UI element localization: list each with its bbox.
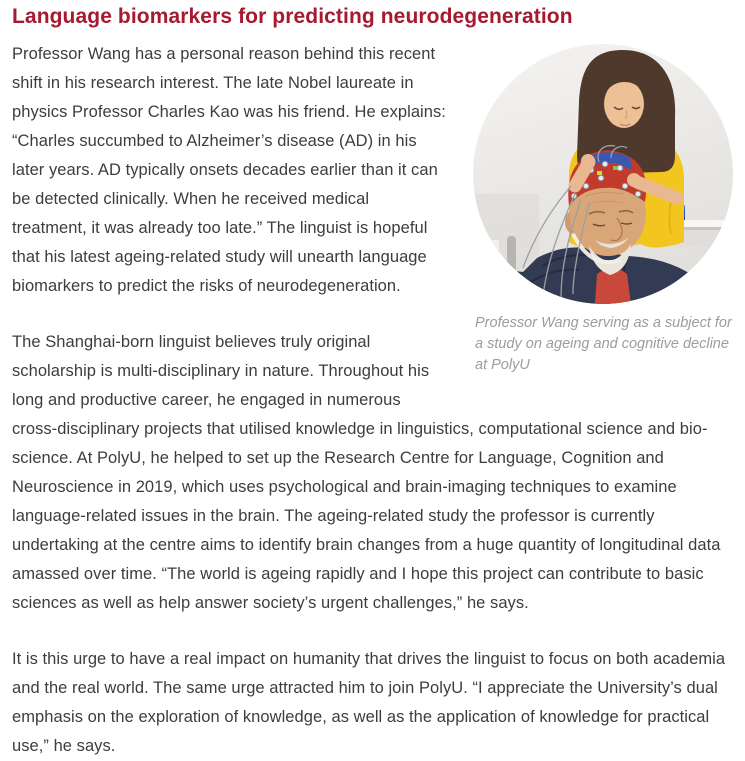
paragraph-impact: It is this urge to have a real impact on humanity that drives the linguist to focus on both academia and the real world. The same urge attracted him to join PolyU. “I appreciate the University’s dual emphasis on the exploration of knowledge, as well as the application of knowledge for practical use,” he says. xyxy=(12,650,726,755)
photo-chair-corner xyxy=(473,278,507,304)
photo-eeg-study-session xyxy=(473,44,733,304)
paragraph-personal-reason: Professor Wang has a personal reason behind this recent shift in his research interest. The late Nobel laureate in physics Professor Charles Kao was his friend. He explains: “Charles succumbed to Alzheimer’s disease (AD) in his later years. AD typically onsets decades earlier than it can be detected clinically. When he received medical treatment, it was already too late.” The linguist is hopeful that his latest ageing-related study will unearth language biomarkers to predict the risks of neurodegeneration. xyxy=(12,45,446,295)
paragraph-multidisciplinary: The Shanghai-born linguist believes truly original scholarship is multi-disciplinary in nature. Throughout his long and productive career, he engaged in numerous cross-disciplinary projects that utilised knowledge in linguistics, computational science and bio-science. At PolyU, he helped to set up the Research Centre for Language, Cognition and Neuroscience in 2019, which uses psychological and brain-imaging techniques to examine language-related issues in the brain. The ageing-related study the professor is currently undertaking at the centre aims to identify brain changes from a huge quantity of longitudinal data amassed over time. “The world is ageing rapidly and I hope this project can contribute to basic sciences as well as help answer society’s urgent challenges,” he says. xyxy=(12,333,721,612)
photo-caption: Professor Wang serving as a subject for a study on ageing and cognitive decline at PolyU xyxy=(475,315,732,373)
article-photo-figure xyxy=(461,44,733,376)
page-title: Language biomarkers for predicting neurodegeneration xyxy=(12,5,573,28)
